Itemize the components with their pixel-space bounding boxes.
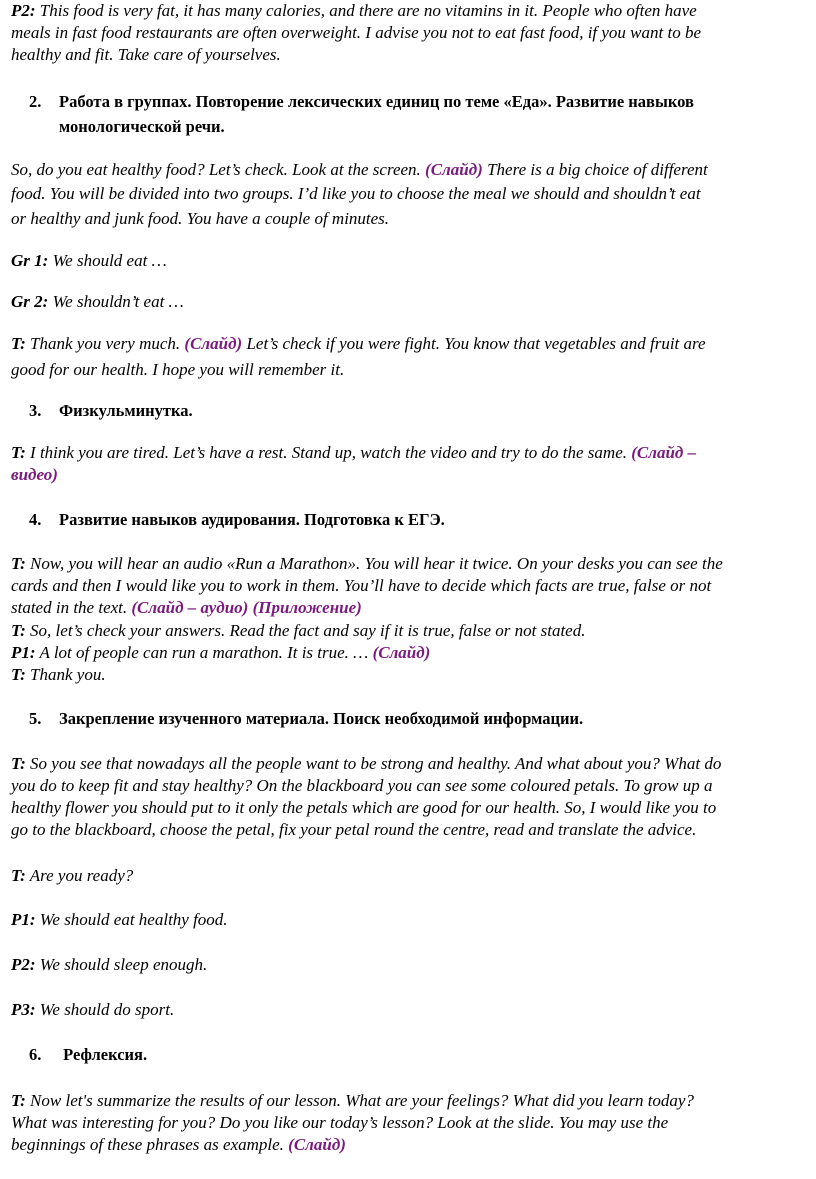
slide-marker: (Слайд) [425, 160, 483, 179]
intro-line-1: So, do you eat healthy food? Let’s check. Look at the screen. (Слайд) There is a big choice of different [11, 160, 708, 179]
speaker-label: T: [11, 866, 26, 885]
teacher-audio-line-3: stated in the text. (Слайд – аудио) (Приложение) [11, 598, 362, 617]
teacher-thanks-line-2: good for our health. I hope you will remember it. [11, 360, 345, 379]
pupil-1-food-line: P1: We should eat healthy food. [11, 910, 228, 929]
slide-marker: (Слайд) [288, 1135, 346, 1154]
slide-marker: (Слайд) [184, 334, 243, 353]
teacher-reflect-line-2: What was interesting for you? Do you like our today’s lesson? Look at the slide. You may use the [11, 1113, 669, 1132]
speaker-label: Gr 2: [11, 292, 49, 311]
speaker-label: T: [11, 554, 26, 573]
section-5-heading: 5. Закрепление изученного материала. Поиск необходимой информации. [29, 707, 583, 731]
teacher-audio-line-2: cards and then I would like you to work in them. You’ll have to decide which facts are true, false or not [11, 576, 712, 595]
speaker-label: Gr 1: [11, 251, 49, 270]
section-number: 2. [29, 92, 42, 111]
speaker-label: T: [11, 754, 26, 773]
speaker-label: P3: [11, 1000, 36, 1019]
p2-answer-line-2: meals in fast food restaurants are often overweight. I advise you not to eat fast food, if you want to be [11, 23, 702, 42]
teacher-reflect-line-1: T: Now let's summarize the results of our lesson. What are your feelings? What did you learn today? [11, 1091, 694, 1110]
section-number: 6. [29, 1045, 42, 1064]
section-2-heading: 2. Работа в группах. Повторение лексических единиц по теме «Еда». Развитие навыков [29, 90, 694, 114]
section-3-heading: 3. Физкульминутка. [29, 399, 193, 423]
speaker-label: T: [11, 665, 26, 684]
speaker-label: T: [11, 443, 26, 462]
section-6-heading: 6. Рефлексия. [29, 1043, 147, 1067]
intro-line-3: or healthy and junk food. You have a couple of minutes. [11, 209, 390, 228]
speaker-label: P2: [11, 955, 36, 974]
teacher-petals-line-1: T: So you see that nowadays all the people want to be strong and healthy. And what about you? What do [11, 754, 722, 773]
teacher-petals-line-2: you do to keep fit and stay healthy? On the blackboard you can see some coloured petals. To grow up a [11, 776, 713, 795]
section-number: 5. [29, 709, 42, 728]
speaker-label: T: [11, 621, 26, 640]
teacher-petals-line-3: healthy flower you should put to it only the petals which are good for our health. So, I would like you to [11, 798, 717, 817]
slide-marker: видео) [11, 465, 58, 484]
speaker-label: T: [11, 334, 26, 353]
pupil-3-sport-line: P3: We should do sport. [11, 1000, 175, 1019]
speaker-label: P2: [11, 1, 36, 20]
p2-answer-line-3: healthy and fit. Take care of yourselves. [11, 45, 281, 64]
speaker-label: P1: [11, 910, 36, 929]
teacher-ready-line: T: Are you ready? [11, 866, 134, 885]
teacher-rest-line-1: T: I think you are tired. Let’s have a rest. Stand up, watch the video and try to do the same. (Слайд – [11, 443, 697, 462]
section-4-heading: 4. Развитие навыков аудирования. Подготовка к ЕГЭ. [29, 508, 445, 532]
group-1-line: Gr 1: We should eat … [11, 251, 167, 270]
pupil-2-sleep-line: P2: We should sleep enough. [11, 955, 208, 974]
slide-marker: (Слайд) [372, 643, 431, 662]
speaker-label: T: [11, 1091, 26, 1110]
p2-answer-line-1: P2: This food is very fat, it has many calories, and there are no vitamins in it. People who often have [11, 1, 697, 20]
teacher-petals-line-4: go to the blackboard, choose the petal, fix your petal round the centre, read and translate the advice. [11, 820, 697, 839]
section-number: 3. [29, 401, 42, 420]
teacher-audio-line-1: T: Now, you will hear an audio «Run a Marathon». You will hear it twice. On your desks you can see the [11, 554, 723, 573]
teacher-thanks-line-1: T: Thank you very much. (Слайд) Let’s check if you were fight. You know that vegetables and fruit are [11, 334, 706, 353]
group-2-line: Gr 2: We shouldn’t eat … [11, 292, 184, 311]
pupil-1-marathon-line: P1: A lot of people can run a marathon. It is true. … (Слайд) [11, 643, 431, 662]
teacher-thank-you-line: T: Thank you. [11, 665, 106, 684]
speaker-label: P1: [11, 643, 36, 662]
slide-marker: (Слайд – аудио) (Приложение) [131, 598, 362, 617]
teacher-rest-line-2 [11, 464, 58, 486]
section-2-heading-line-2: монологической речи. [59, 117, 225, 136]
teacher-check-line: T: So, let’s check your answers. Read the fact and say if it is true, false or not stated. [11, 621, 586, 640]
teacher-reflect-line-3: beginnings of these phrases as example. (Слайд) [11, 1135, 346, 1154]
section-number: 4. [29, 510, 42, 529]
slide-marker: (Слайд – [631, 443, 697, 462]
intro-line-2: food. You will be divided into two groups. I’d like you to choose the meal we should and shouldn’t eat [11, 184, 701, 203]
